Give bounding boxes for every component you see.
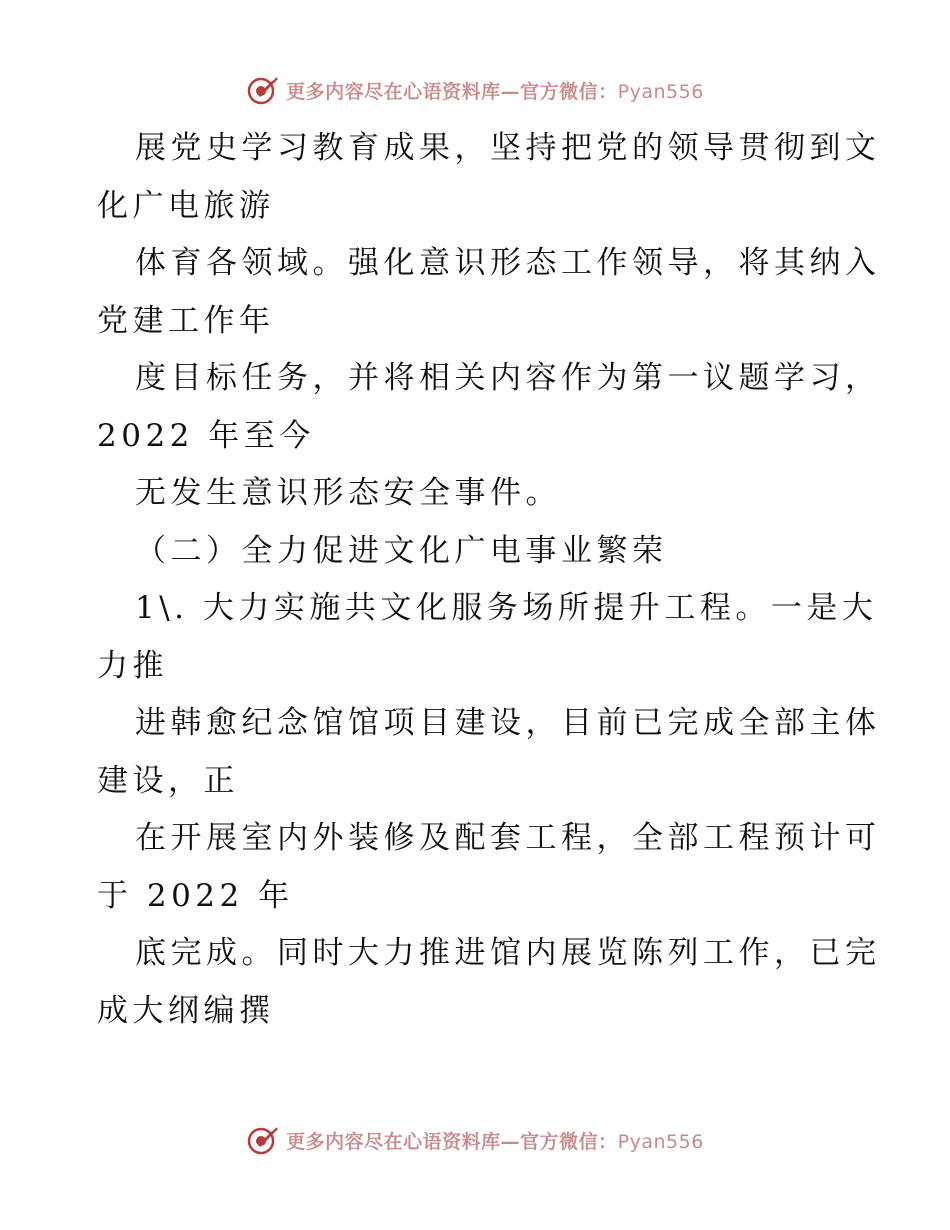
watermark-wechat-id: Pyan556 [617, 80, 704, 103]
text-line: （二）全力促进文化广电事业繁荣 [135, 532, 668, 569]
text-line: 无发生意识形态安全事件。 [135, 475, 561, 511]
text-line: 体育各领域。强化意识形态工作领导，将其纳入 [135, 245, 881, 281]
footer-watermark [0, 1120, 950, 1160]
document-body [97, 120, 881, 1040]
quill-logo-icon [246, 1123, 280, 1157]
text-line: 1\. 大力实施共文化服务场所提升工程。一是大 [135, 590, 878, 626]
text-line: 于 2022 年 [97, 877, 294, 914]
text-line: 化广电旅游 [97, 187, 275, 224]
quill-logo-icon [246, 73, 280, 107]
text-line: 度目标任务，并将相关内容作为第一议题学习， [135, 360, 881, 396]
text-line: 党建工作年 [97, 302, 275, 339]
text-line: 成大纲编撰 [97, 992, 275, 1029]
watermark-text: 更多内容尽在心语资料库—官方微信： [286, 1130, 618, 1153]
text-line: 2022 年至今 [97, 417, 315, 454]
text-line: 底完成。同时大力推进馆内展览陈列工作，已完 [135, 935, 881, 971]
text-line: 力推 [97, 647, 168, 684]
watermark-text: 更多内容尽在心语资料库—官方微信： [286, 80, 618, 103]
text-line: 进韩愈纪念馆馆项目建设，目前已完成全部主体 [135, 705, 881, 741]
header-watermark [0, 70, 950, 110]
watermark-wechat-id: Pyan556 [617, 1130, 704, 1153]
text-line: 建设，正 [97, 762, 239, 799]
text-line: 在开展室内外装修及配套工程，全部工程预计可 [135, 820, 881, 856]
text-line: 展党史学习教育成果，坚持把党的领导贯彻到文 [135, 130, 881, 166]
